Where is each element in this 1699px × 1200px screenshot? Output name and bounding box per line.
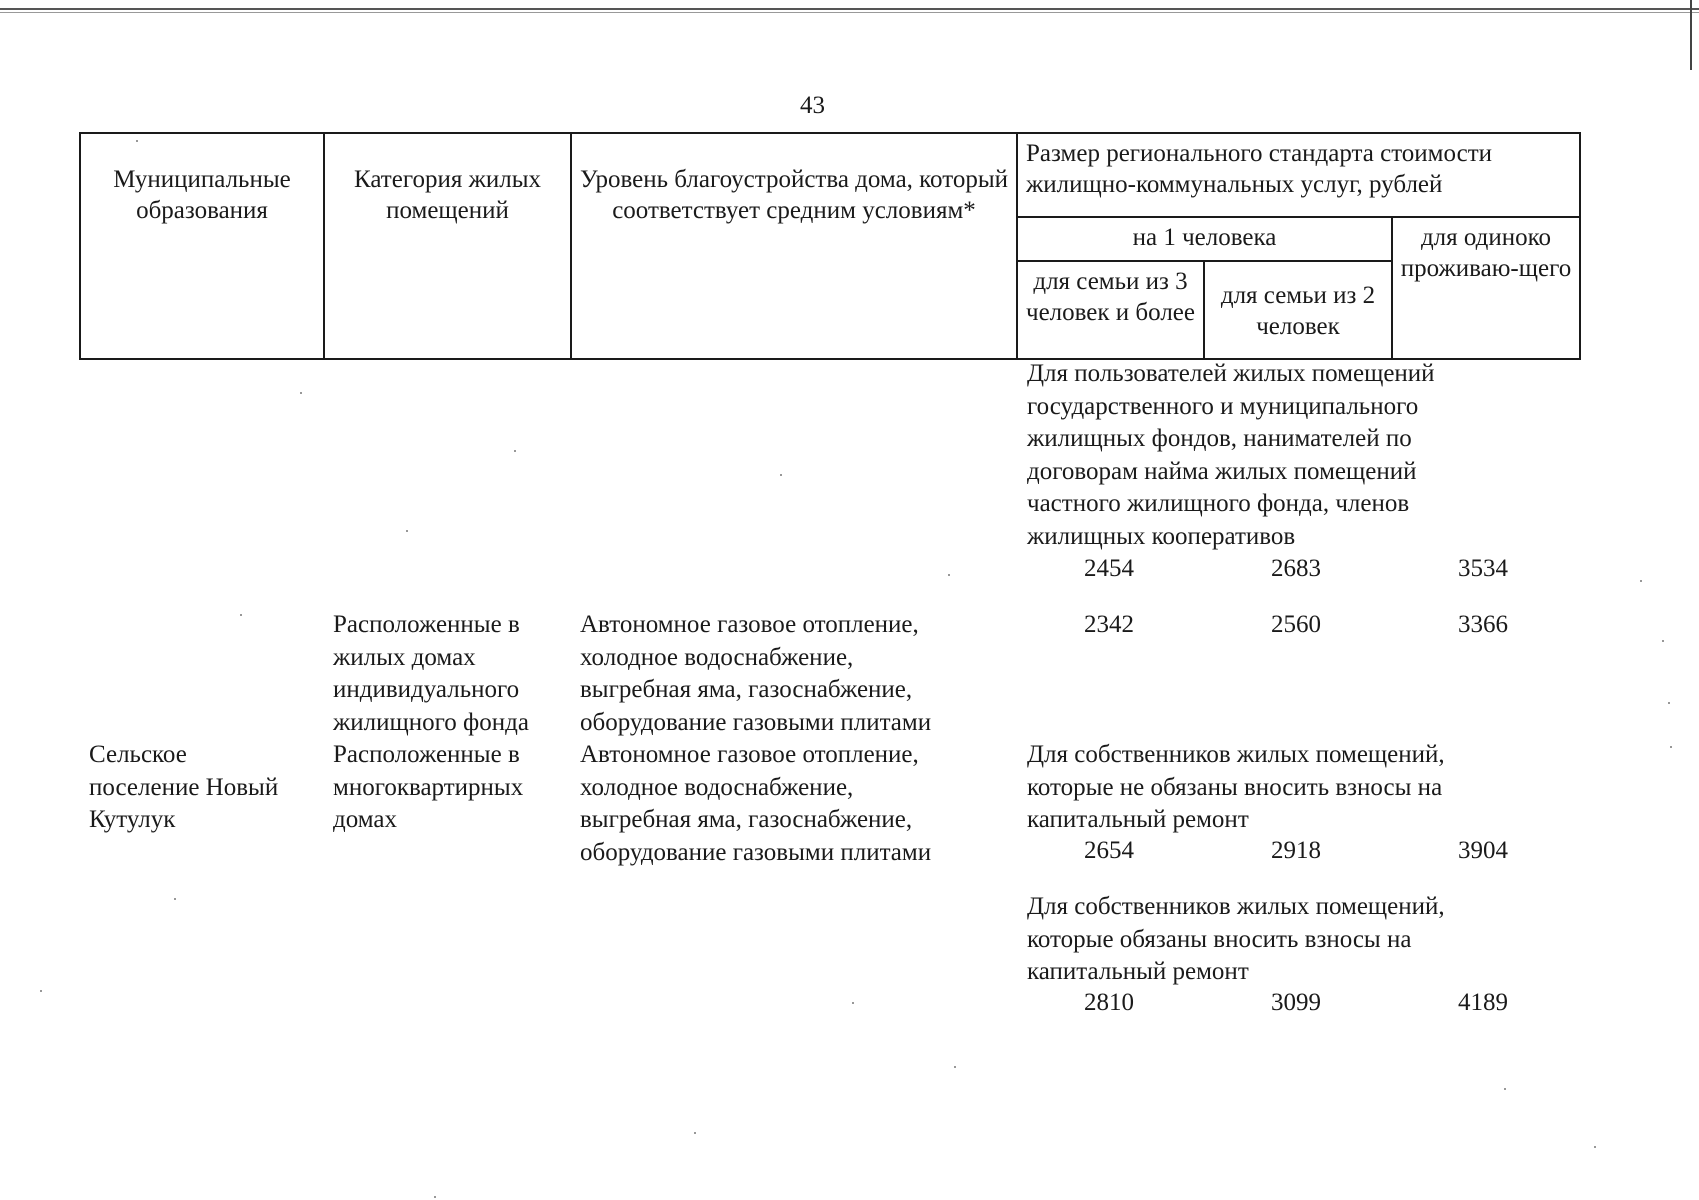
scan-speck [40,990,42,992]
row-apartment-level: Автономное газовое отопление, холодное водоснабжение, выгребная яма, газоснабжение, оборудование газовыми плитами [580,741,932,866]
scan-speck [1640,580,1642,582]
row-individual-level: Автономное газовое отопление, холодное водоснабжение, выгребная яма, газоснабжение, оборудование газовыми плитами [580,611,932,736]
top-scan-rule-thin [0,12,1699,13]
scan-speck [406,530,408,532]
group2-value-family2: 2918 [1271,837,1321,864]
group3-value-family2: 3099 [1271,989,1321,1016]
group3-value-single: 4189 [1458,989,1508,1016]
scan-speck [1668,702,1670,704]
scan-speck [954,1066,956,1068]
page-number: 43 [800,92,825,119]
scan-speck [780,474,782,476]
group2-text: Для собственников жилых помещений, которые не обязаны вносить взносы на капитальный ремонт [1027,741,1445,833]
row-individual-value-single: 3366 [1458,611,1508,638]
row-apartment-category: Расположенные в многоквартирных домах [333,741,524,833]
header-level: Уровень благоустройства дома, который соответствует средним условиям* [571,133,1017,359]
group1-text: Для пользователей жилых помещений государственного и муниципального жилищных фондов, нанимателей по договорам найма жилых помещений частного жилищного фонда, членов жилищных кооперативов [1027,360,1435,550]
scan-speck [174,898,176,900]
group2-value-family3: 2654 [1084,837,1134,864]
header-family3: для семьи из 3 человек и более [1017,261,1204,359]
row-individual-value-family2: 2560 [1271,611,1321,638]
scan-speck [136,140,138,142]
row-individual-category: Расположенные в жилых домах индивидуального жилищного фонда [333,611,529,736]
row-individual-value-family3: 2342 [1084,611,1134,638]
municipality-name: Сельское поселение Новый Кутулук [89,741,279,833]
scan-speck [1594,1146,1596,1148]
scan-speck [514,450,516,452]
header-category: Категория жилых помещений [324,133,571,359]
group1-value-family2: 2683 [1271,555,1321,582]
scan-speck [1670,746,1672,748]
scan-speck [694,1132,696,1134]
header-table [79,132,1581,360]
group2-value-single: 3904 [1458,837,1508,864]
scan-speck [948,574,950,576]
header-municipal: Муниципальные образования [80,133,324,359]
scan-speck [1504,1088,1506,1090]
group3-value-family3: 2810 [1084,989,1134,1016]
top-scan-rule [0,8,1699,10]
group3-text: Для собственников жилых помещений, которые обязаны вносить взносы на капитальный ремонт [1027,893,1445,985]
scan-speck [1662,640,1664,642]
header-family2: для семьи из 2 человек [1204,261,1392,359]
header-single: для одиноко проживаю-щего [1392,217,1580,359]
scan-speck [434,1196,436,1198]
scan-speck [240,614,242,616]
right-scan-rule [1690,0,1692,70]
scan-speck [852,1002,854,1004]
header-size: Размер регионального стандарта стоимости жилищно-коммунальных услуг, рублей [1017,133,1580,217]
group1-value-single: 3534 [1458,555,1508,582]
group1-value-family3: 2454 [1084,555,1134,582]
scan-speck [300,392,302,394]
header-per-person: на 1 человека [1017,217,1392,261]
